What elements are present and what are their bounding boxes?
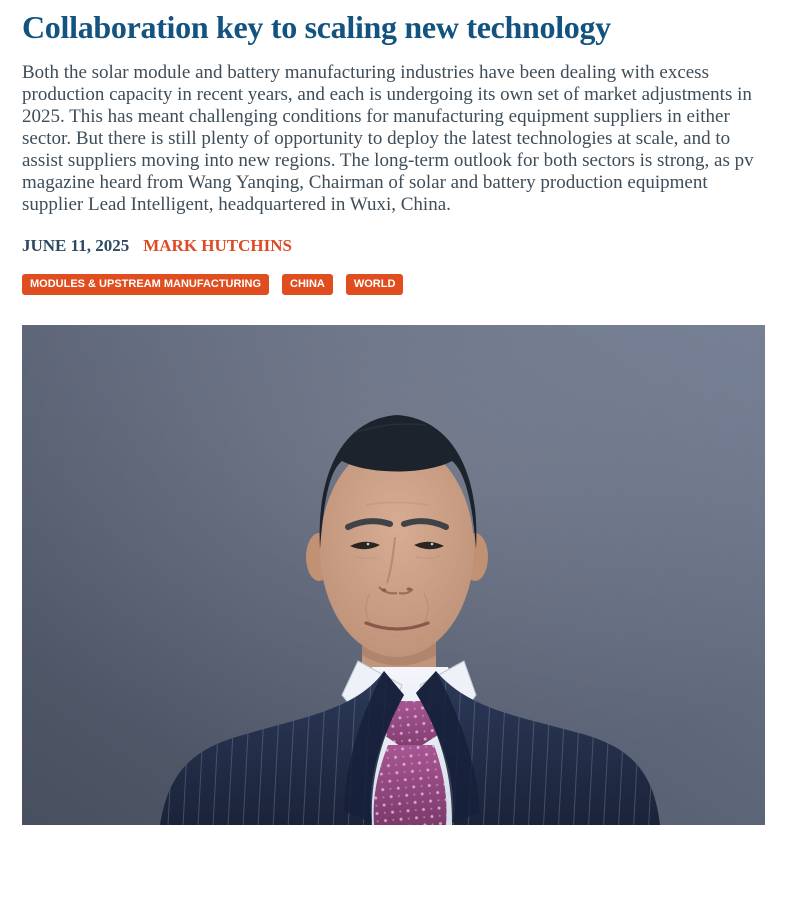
publish-date: JUNE 11, 2025 (22, 236, 130, 255)
article-content (0, 6, 787, 295)
tag-world[interactable]: WORLD (346, 274, 404, 295)
tag-modules-upstream-manufacturing[interactable]: MODULES & UPSTREAM MANUFACTURING (22, 274, 269, 295)
article-lead-paragraph: Both the solar module and battery manufacturing industries have been dealing with excess production capacity in recent years, and each is undergoing its own set of market adjustments in 2025. This has meant challenging conditions for manufacturing equipment suppliers in either sector. But there is still plenty of opportunity to deploy the latest technologies at scale, and to assist suppliers moving into new regions. The long-term outlook for both sectors is strong, as pv magazine heard from Wang Yanqing, Chairman of solar and battery production equipment supplier Lead Intelligent, headquartered in Wuxi, China. (22, 62, 754, 215)
tag-list (22, 274, 765, 295)
portrait-photo (22, 325, 765, 825)
portrait-face (320, 441, 474, 657)
tag-china[interactable]: CHINA (282, 274, 333, 295)
page-title: Collaboration key to scaling new technology (22, 9, 611, 45)
author-link[interactable]: MARK HUTCHINS (143, 236, 292, 255)
article-meta (22, 236, 765, 256)
article-image (22, 325, 765, 825)
